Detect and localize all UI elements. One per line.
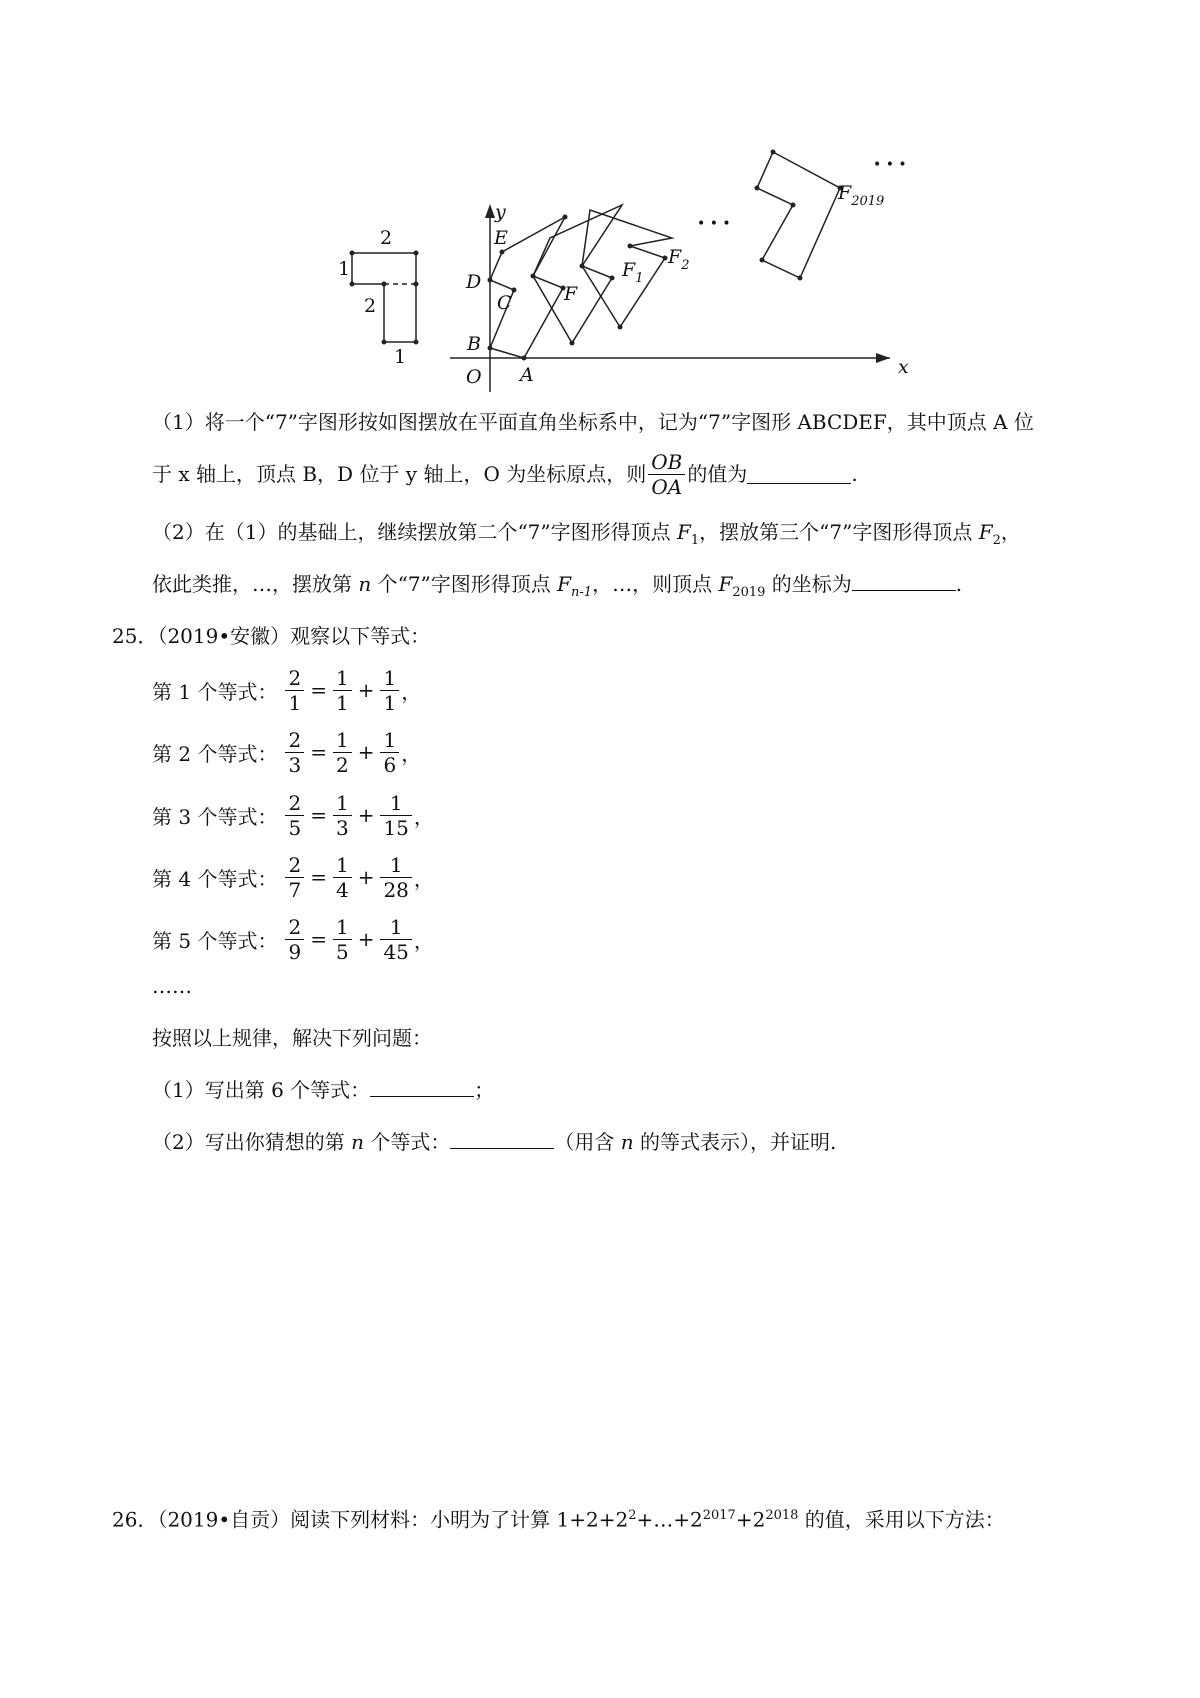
q25-header [112, 624, 430, 648]
fraction-numerator: 1 [333, 666, 352, 691]
fraction-denominator: 5 [335, 939, 349, 964]
equation-row [152, 787, 434, 843]
fraction-right [380, 853, 411, 902]
equation-label: 第 2 个等式： [152, 741, 278, 766]
vertex-d-label: D [466, 271, 482, 293]
plus-sign: + [357, 803, 375, 827]
q25-answer-blank-1[interactable] [370, 1078, 474, 1097]
vertex-a-label: A [520, 364, 534, 386]
q24-part1-line1: （1）将一个“7”字图形按如图摆放在平面直角坐标系中，记为“7”字图形 ABCDEF，其中顶点 A 位 [152, 410, 1034, 434]
fraction-denominator: 1 [383, 690, 397, 715]
fraction-numerator: 2 [285, 666, 304, 691]
fraction-right [380, 666, 399, 715]
q25-intro: （2019•安徽）观察以下等式： [157, 624, 431, 648]
fraction-numerator: OB [648, 450, 685, 475]
ob-over-oa-fraction [648, 450, 685, 499]
q25-answer-blank-2[interactable] [450, 1130, 554, 1149]
comma: ， [401, 741, 422, 766]
equation-row [152, 911, 434, 967]
comma: ， [413, 866, 434, 891]
fraction-numerator: 1 [333, 791, 352, 816]
fraction-left [285, 791, 304, 840]
q24-part1-text-a: 于 x 轴上，顶点 B，D 位于 y 轴上，O 为坐标原点，则 [152, 462, 647, 486]
fraction-numerator: 1 [380, 853, 411, 878]
q24-part1-line2 [152, 446, 858, 502]
equals-sign: = [310, 865, 327, 889]
plus-sign: + [357, 927, 375, 951]
fraction-numerator: 2 [285, 791, 304, 816]
equals-sign: = [310, 740, 327, 764]
fraction-denominator: 15 [383, 815, 409, 840]
plus-sign: + [357, 740, 375, 764]
q26-number: 26． [112, 1507, 158, 1532]
ellipsis-dots-right: • • • [873, 157, 907, 173]
fraction-denominator: 45 [383, 939, 409, 964]
equation-row [152, 662, 421, 718]
fraction-denominator: 1 [288, 690, 302, 715]
vertex-f-label: F [564, 283, 578, 305]
fraction-left [285, 728, 304, 777]
fraction-middle [333, 853, 352, 902]
equation-label: 第 1 个等式： [152, 679, 278, 704]
reference-seven-shape [352, 253, 416, 342]
q25-number: 25． [112, 624, 158, 648]
fraction-middle [333, 728, 352, 777]
equation-row [152, 849, 434, 905]
fraction-numerator: 1 [380, 791, 411, 816]
fraction-middle [333, 791, 352, 840]
q26-header: 26．（2019•自贡）阅读下列材料：小明为了计算 $1+2+2^2+\dots+2^{2017}+2^{2018}$ 的值，采用以下方法： [112, 1507, 1005, 1532]
vertex-b-label: B [467, 333, 481, 355]
q24-part1-end: . [851, 462, 858, 486]
fraction-denominator: 9 [288, 939, 302, 964]
fraction-left [285, 666, 304, 715]
equation-label: 第 3 个等式： [152, 804, 278, 829]
ref-label-top: 2 [380, 227, 393, 249]
plus-sign: + [357, 865, 375, 889]
ellipsis-dots-middle: • • • [697, 216, 731, 232]
q24-answer-blank-2[interactable] [852, 572, 956, 591]
fraction-denominator: 5 [288, 815, 302, 840]
vertex-f1-label: $F_1$ [622, 259, 644, 286]
vertex-f2019-label: $F_{2019}$ [838, 182, 885, 209]
q25-part1: （1）写出第 6 个等式： ； [152, 1078, 495, 1102]
seven-shape-2 [533, 205, 622, 343]
equation-row [152, 724, 421, 780]
fraction-denominator: 3 [335, 815, 349, 840]
seven-shape-figure [0, 0, 1200, 400]
q24-part2-line1: （2）在（1）的基础上，继续摆放第二个“7”字图形得顶点 $F_1$，摆放第三个“7”字图形得顶点 $F_2$， [152, 520, 1021, 548]
fraction-denominator: 2 [335, 752, 349, 777]
equation-label: 第 4 个等式： [152, 866, 278, 891]
vertex-c-label: C [497, 292, 512, 314]
fraction-denominator: 1 [335, 690, 349, 715]
fraction-numerator: 1 [380, 728, 399, 753]
x-axis-label: x [898, 356, 909, 378]
fraction-right [380, 915, 411, 964]
fraction-left [285, 853, 304, 902]
fraction-numerator: 1 [333, 728, 352, 753]
q25-instruction: 按照以上规律，解决下列问题： [152, 1026, 432, 1050]
comma: ， [413, 804, 434, 829]
fraction-numerator: 2 [285, 915, 304, 940]
fraction-denominator: 28 [383, 877, 409, 902]
fraction-numerator: 1 [380, 666, 399, 691]
q24-part1-text-b: 的值为 [687, 462, 748, 486]
fraction-denominator: OA [651, 474, 683, 499]
y-axis-arrow [485, 204, 495, 218]
comma: ， [401, 679, 422, 704]
y-axis-label: y [495, 201, 506, 223]
plus-sign: + [357, 678, 375, 702]
fraction-numerator: 1 [380, 915, 411, 940]
q24-answer-blank-1[interactable] [747, 465, 851, 484]
fraction-middle [333, 915, 352, 964]
q24-part2-line2: 依此类推，…，摆放第 n 个“7”字图形得顶点 $F_{n-1}$，…，则顶点 $F_{2019}$ 的坐标为 . [152, 572, 963, 600]
fraction-right [380, 728, 399, 777]
fraction-denominator: 4 [335, 877, 349, 902]
ref-label-left: 1 [338, 258, 351, 280]
equals-sign: = [310, 678, 327, 702]
vertex-f2-label: $F_2$ [668, 246, 690, 273]
fraction-numerator: 2 [285, 728, 304, 753]
fraction-denominator: 6 [383, 752, 397, 777]
equation-label: 第 5 个等式： [152, 928, 278, 953]
comma: ， [413, 928, 434, 953]
fraction-left [285, 915, 304, 964]
ref-label-middle: 2 [364, 295, 377, 317]
q25-part2: （2）写出你猜想的第 n 个等式： （用含 n 的等式表示），并证明. [152, 1130, 837, 1154]
fraction-denominator: 3 [288, 752, 302, 777]
fraction-right [380, 791, 411, 840]
q25-ellipsis: …… [152, 974, 192, 998]
fraction-numerator: 1 [333, 853, 352, 878]
equals-sign: = [310, 803, 327, 827]
fraction-numerator: 2 [285, 853, 304, 878]
vertex-e-label: E [494, 227, 508, 249]
fraction-numerator: 1 [333, 915, 352, 940]
fraction-middle [333, 666, 352, 715]
ref-label-bottom: 1 [394, 346, 407, 368]
origin-label: O [466, 366, 482, 388]
fraction-denominator: 7 [288, 877, 302, 902]
equals-sign: = [310, 927, 327, 951]
seven-shape-2019 [757, 152, 840, 278]
x-axis-arrow [876, 353, 890, 363]
